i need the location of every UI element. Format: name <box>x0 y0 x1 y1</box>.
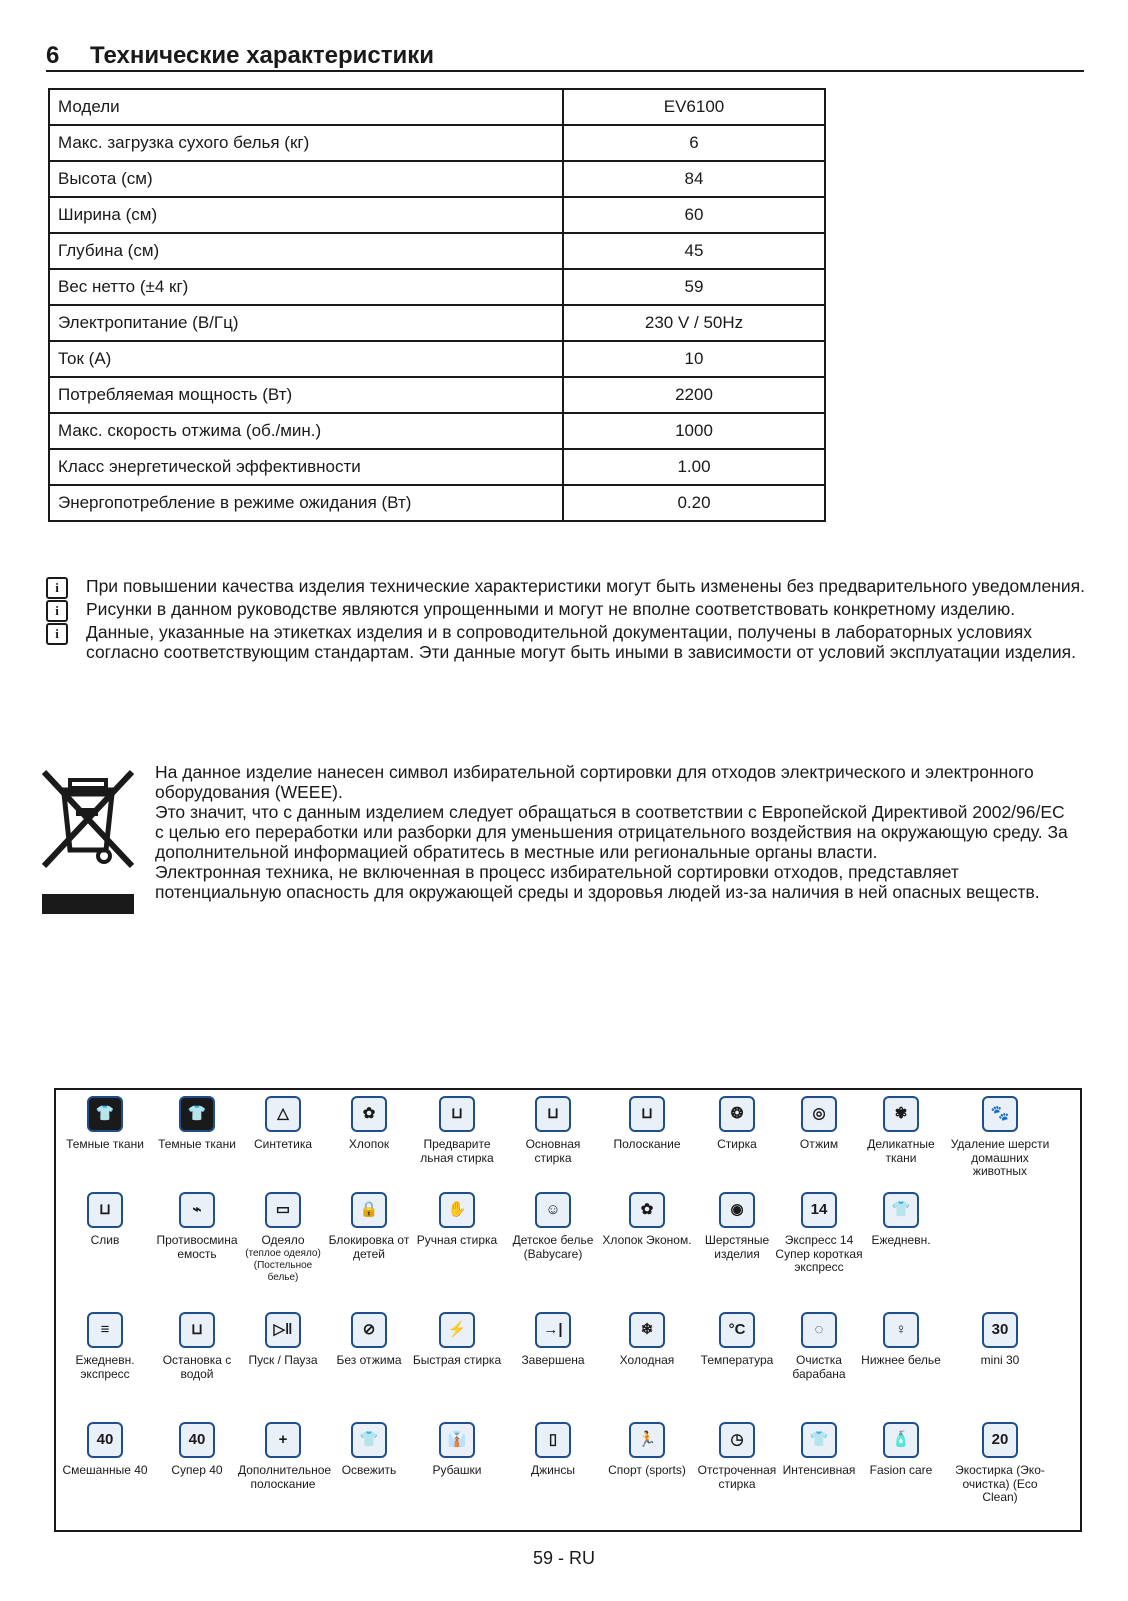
program-label: Завершена <box>521 1353 585 1367</box>
note-item <box>46 622 1086 662</box>
weee-paragraph-1: На данное изделие нанесен символ избирательной сортировки для отходов электрического и электронного оборудования (WEEE). <box>155 762 1034 802</box>
program-symbol-icon: ▭ <box>265 1192 301 1228</box>
notes-list <box>46 576 1086 665</box>
info-icon: i <box>46 600 68 622</box>
program-icon-r4-3 <box>324 1422 414 1478</box>
spec-value: 1.00 <box>563 449 825 485</box>
program-symbol-icon: ⊔ <box>629 1096 665 1132</box>
program-symbol-icon: 20 <box>982 1422 1018 1458</box>
program-icon-r1-7 <box>692 1096 782 1152</box>
section-number: 6 <box>46 42 60 69</box>
program-symbol-icon: ⊔ <box>179 1312 215 1348</box>
program-symbol-icon: ⊔ <box>535 1096 571 1132</box>
program-label: Ежедневн. <box>871 1233 931 1247</box>
note-item <box>46 576 1086 596</box>
note-item <box>46 599 1086 619</box>
program-icon-r3-7 <box>692 1312 782 1368</box>
program-symbol-icon: 14 <box>801 1192 837 1228</box>
program-label: Блокировка от детей <box>328 1233 410 1261</box>
program-icon-r2-3 <box>324 1192 414 1261</box>
program-icon-r4-5 <box>508 1422 598 1478</box>
program-icon-r1-5 <box>508 1096 598 1165</box>
page-number: 59 - RU <box>532 1548 595 1568</box>
spec-value: 10 <box>563 341 825 377</box>
section-heading <box>46 40 1084 72</box>
spec-label: Энергопотребление в режиме ожидания (Вт) <box>49 485 563 521</box>
weee-paragraph-2: Это значит, что с данным изделием следует обращаться в соответствии с Европейской Директивой 2002/96/EC с целью его переработки или разборки для уменьшения отрицательного воздействия на окружающую среду. За дополнительной информацией обратитесь в местные или региональные органы власти. <box>155 802 1068 862</box>
program-icon-r3-4 <box>412 1312 502 1368</box>
program-symbol-icon: 👕 <box>351 1422 387 1458</box>
section-title: Технические характеристики <box>90 42 435 69</box>
program-icon-r1-8 <box>774 1096 864 1152</box>
program-symbol-icon: ⊘ <box>351 1312 387 1348</box>
program-symbol-icon: ❄ <box>629 1312 665 1348</box>
program-icon-r4-0 <box>60 1422 150 1478</box>
spec-row <box>49 305 825 341</box>
program-label: Без отжима <box>336 1353 402 1367</box>
program-symbol-icon: 40 <box>87 1422 123 1458</box>
program-label: Интенсивная <box>782 1463 856 1477</box>
spec-value: 6 <box>563 125 825 161</box>
spec-value: 45 <box>563 233 825 269</box>
specs-table <box>48 88 826 522</box>
spec-row <box>49 341 825 377</box>
program-label: Пуск / Пауза <box>248 1353 318 1367</box>
super-short-note: Супер короткая экспресс <box>775 1246 863 1274</box>
program-icon-r3-8 <box>774 1312 864 1381</box>
program-label: Слив <box>90 1233 120 1247</box>
program-label: Смешанные 40 <box>62 1463 148 1477</box>
spec-row <box>49 413 825 449</box>
spec-label: Высота (см) <box>49 161 563 197</box>
program-label: Холодная <box>619 1353 675 1367</box>
program-icon-r3-3 <box>324 1312 414 1368</box>
program-label: Экспресс 14 <box>784 1233 854 1247</box>
program-symbol-icon: + <box>265 1422 301 1458</box>
spec-label: Макс. скорость отжима (об./мин.) <box>49 413 563 449</box>
program-symbol-icon: ☺ <box>535 1192 571 1228</box>
program-symbol-icon: ◌ <box>801 1312 837 1348</box>
program-label: Освежить <box>341 1463 397 1477</box>
spec-row <box>49 449 825 485</box>
program-symbol-icon: 🐾 <box>982 1096 1018 1132</box>
spec-row <box>49 125 825 161</box>
program-symbol-icon: ◷ <box>719 1422 755 1458</box>
program-label: Джинсы <box>530 1463 576 1477</box>
spec-value: 0.20 <box>563 485 825 521</box>
program-symbol-icon: ✾ <box>883 1096 919 1132</box>
program-label: Основная стирка <box>525 1137 581 1165</box>
program-icon-r1-0 <box>60 1096 150 1152</box>
program-label: Ежедневн. экспресс <box>75 1353 135 1381</box>
spec-row <box>49 89 825 125</box>
program-label: Хлопок Эконом. <box>602 1233 692 1247</box>
program-icon-r4-9 <box>856 1422 946 1478</box>
weee-crossed-bin-icon <box>42 766 134 916</box>
program-label: Экостирка (Эко-очистка) (Eco Clean) <box>955 1463 1045 1504</box>
program-icon-r2-1 <box>152 1192 242 1261</box>
program-label: Fasion care <box>869 1463 933 1477</box>
program-symbol-icon: 👕 <box>179 1096 215 1132</box>
spec-row <box>49 197 825 233</box>
program-label: Дополнительное полоскание <box>238 1463 332 1491</box>
program-symbol-icon: ♀ <box>883 1312 919 1348</box>
program-symbol-icon: ⊔ <box>87 1192 123 1228</box>
program-symbol-icon: 🔒 <box>351 1192 387 1228</box>
program-symbol-icon: ≡ <box>87 1312 123 1348</box>
spec-label: Ток (A) <box>49 341 563 377</box>
spec-row <box>49 377 825 413</box>
spec-label: Вес нетто (±4 кг) <box>49 269 563 305</box>
spec-row <box>49 269 825 305</box>
program-label: Предварите льная стирка <box>420 1137 494 1165</box>
program-label: Отжим <box>799 1137 839 1151</box>
spec-value: 230 V / 50Hz <box>563 305 825 341</box>
spec-row <box>49 161 825 197</box>
spec-row <box>49 233 825 269</box>
weee-paragraph-3: Электронная техника, не включенная в процесс избирательной сортировки отходов, представляет потенциальную опасность для окружающей среды и здоровья людей из-за наличия в ней опасных веществ. <box>155 862 1040 902</box>
program-icon-r1-4 <box>412 1096 502 1165</box>
program-icon-r3-0 <box>60 1312 150 1381</box>
program-icon-r4-4 <box>412 1422 502 1478</box>
spec-value: 59 <box>563 269 825 305</box>
spec-label: Глубина (см) <box>49 233 563 269</box>
program-label: Спорт (sports) <box>608 1463 686 1477</box>
program-symbol-icon: ❂ <box>719 1096 755 1132</box>
spec-label: Класс энергетической эффективности <box>49 449 563 485</box>
program-label: Одеяло <box>261 1233 305 1247</box>
program-symbol-icon: ⚡ <box>439 1312 475 1348</box>
weee-text <box>155 762 1075 902</box>
program-label: Остановка с водой <box>162 1353 232 1381</box>
spec-value: 1000 <box>563 413 825 449</box>
program-icon-r2-8 <box>774 1192 864 1275</box>
program-icon-r3-9 <box>856 1312 946 1368</box>
program-label: Полоскание <box>613 1137 681 1151</box>
program-symbol-icon: °C <box>719 1312 755 1348</box>
program-symbol-icon: 40 <box>179 1422 215 1458</box>
program-icon-r3-2 <box>238 1312 328 1368</box>
program-icon-r2-6 <box>602 1192 692 1248</box>
program-symbol-icon: 👕 <box>801 1422 837 1458</box>
program-label: mini 30 <box>980 1353 1020 1367</box>
program-icon-r1-10 <box>944 1096 1056 1179</box>
program-label: Нижнее белье <box>861 1353 941 1367</box>
program-icon-r2-7 <box>692 1192 782 1261</box>
program-label: Супер 40 <box>171 1463 223 1477</box>
spec-label: Макс. загрузка сухого белья (кг) <box>49 125 563 161</box>
program-icon-r2-2 <box>238 1192 328 1284</box>
program-symbol-icon: 🏃 <box>629 1422 665 1458</box>
note-text: Данные, указанные на этикетках изделия и в сопроводительной документации, получены в лабораторных условиях согласно соответствующим стандартам. Эти данные могут быть иными в зависимости от условий эксплуатации изделия. <box>86 622 1076 662</box>
program-label: Стирка <box>717 1137 757 1151</box>
program-symbol-icon: 👔 <box>439 1422 475 1458</box>
spec-value: EV6100 <box>563 89 825 125</box>
spec-value: 2200 <box>563 377 825 413</box>
program-label: Темные ткани <box>66 1137 144 1151</box>
spec-row <box>49 485 825 521</box>
program-icon-r4-7 <box>692 1422 782 1491</box>
program-icon-r4-10 <box>944 1422 1056 1505</box>
program-label: Хлопок <box>348 1137 390 1151</box>
program-label: Детское белье (Babycare) <box>512 1233 594 1261</box>
program-label: Синтетика <box>253 1137 313 1151</box>
program-label: Рубашки <box>432 1463 482 1477</box>
info-icon: i <box>46 623 68 645</box>
program-symbol-icon: 👕 <box>87 1096 123 1132</box>
spec-label: Потребляемая мощность (Вт) <box>49 377 563 413</box>
program-label: Шерстяные изделия <box>704 1233 770 1261</box>
program-icon-r4-6 <box>602 1422 692 1478</box>
note-text: При повышении качества изделия технические характеристики могут быть изменены без предварительного уведомления. <box>86 576 1085 596</box>
spec-label: Электропитание (В/Гц) <box>49 305 563 341</box>
program-label: Ручная стирка <box>416 1233 498 1247</box>
program-symbol-icon: 👕 <box>883 1192 919 1228</box>
program-icon-r1-9 <box>856 1096 946 1165</box>
program-label: Противосмина емость <box>156 1233 238 1261</box>
program-symbol-icon: 30 <box>982 1312 1018 1348</box>
program-label: Быстрая стирка <box>412 1353 502 1367</box>
program-symbol-icon: ▯ <box>535 1422 571 1458</box>
program-symbol-icon: ✿ <box>351 1096 387 1132</box>
program-symbol-icon: 🧴 <box>883 1422 919 1458</box>
program-label: Удаление шерсти домашних животных <box>950 1137 1050 1178</box>
program-symbol-icon: ▷‖ <box>265 1312 301 1348</box>
spec-label: Модели <box>49 89 563 125</box>
program-label: Отстроченная стирка <box>697 1463 777 1491</box>
program-label: Темные ткани <box>158 1137 236 1151</box>
program-icon-r3-6 <box>602 1312 692 1368</box>
program-icon-r3-5 <box>508 1312 598 1368</box>
program-label: Деликатные ткани <box>867 1137 935 1165</box>
program-icon-r1-2 <box>238 1096 328 1152</box>
program-icon-r1-1 <box>152 1096 242 1152</box>
program-symbol-icon: ⊔ <box>439 1096 475 1132</box>
program-icon-r2-0 <box>60 1192 150 1248</box>
blanket-note: (теплое одеяло) (Постельное белье) <box>245 1247 321 1283</box>
program-icon-r2-4 <box>412 1192 502 1248</box>
info-icon: i <box>46 577 68 599</box>
program-symbol-icon: ◉ <box>719 1192 755 1228</box>
program-icon-r3-10 <box>944 1312 1056 1368</box>
spec-value: 60 <box>563 197 825 233</box>
program-symbol-icon: ✿ <box>629 1192 665 1228</box>
program-icon-r4-1 <box>152 1422 242 1478</box>
program-icon-r4-2 <box>238 1422 332 1491</box>
program-icons-legend <box>54 1088 1082 1532</box>
note-text: Рисунки в данном руководстве являются упрощенными и могут не вполне соответствовать конкретному изделию. <box>86 599 1016 619</box>
program-symbol-icon: ✋ <box>439 1192 475 1228</box>
program-icon-r3-1 <box>152 1312 242 1381</box>
program-symbol-icon: ⌁ <box>179 1192 215 1228</box>
spec-label: Ширина (см) <box>49 197 563 233</box>
spec-value: 84 <box>563 161 825 197</box>
program-icon-r1-3 <box>324 1096 414 1152</box>
program-icon-r2-9 <box>856 1192 946 1248</box>
program-icon-r1-6 <box>602 1096 692 1152</box>
program-label: Температура <box>700 1353 774 1367</box>
program-symbol-icon: ◎ <box>801 1096 837 1132</box>
program-symbol-icon: →| <box>535 1312 571 1348</box>
program-symbol-icon: △ <box>265 1096 301 1132</box>
program-icon-r4-8 <box>774 1422 864 1478</box>
program-icon-r2-5 <box>508 1192 598 1261</box>
program-label: Очистка барабана <box>792 1353 846 1381</box>
